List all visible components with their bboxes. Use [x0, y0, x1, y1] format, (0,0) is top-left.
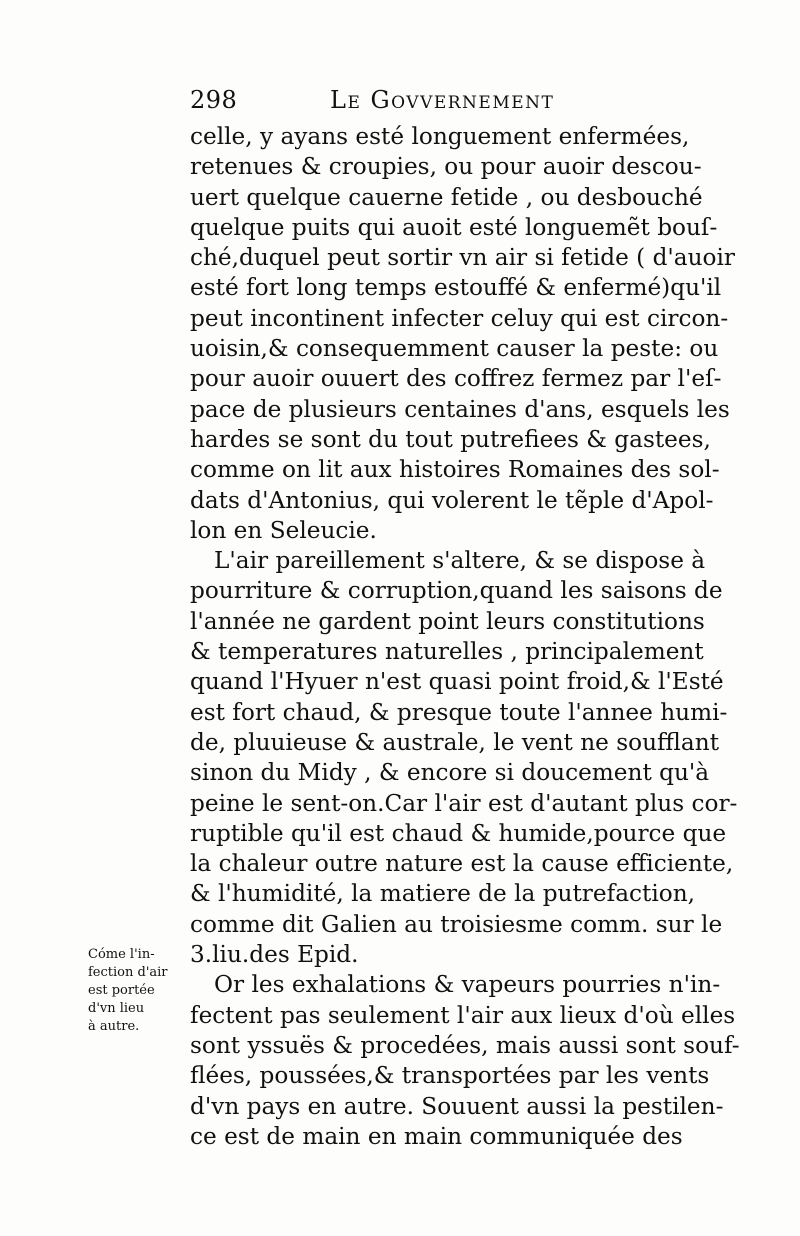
text-line: quand l'Hyuer n'est quasi point froid,& l'Esté [190, 668, 724, 696]
text-line: est fort chaud, & presque toute l'annee humi- [190, 698, 728, 726]
margin-note-line: Cóme l'in- [88, 947, 155, 962]
paragraph-3 [190, 970, 740, 1152]
text-line: de, pluuieuse & australe, le vent ne soufflant [190, 728, 720, 756]
text-line: uoisin,& consequemment causer la peste: ou [190, 335, 719, 363]
text-line: quelque puits qui auoit esté longuemẽt bouſ- [190, 213, 718, 241]
text-line: ruptible qu'il est chaud & humide,pource que [190, 819, 727, 847]
text-line: Or les exhalations & vapeurs pourries n'in- [214, 971, 721, 999]
text-line: 3.liu.des Epid. [190, 941, 359, 969]
text-line: comme on lit aux histoires Romaines des sol- [190, 456, 720, 484]
text-line: dats d'Antonius, qui volerent le tẽple d'Apol- [190, 486, 714, 514]
margin-note [88, 946, 188, 1036]
running-head: Le Govvernement [330, 86, 555, 114]
text-line: l'année ne gardent point leurs constitutions [190, 607, 705, 635]
text-line: & l'humidité, la matiere de la putrefaction, [190, 880, 696, 908]
text-line: peine le sent-on.Car l'air est d'autant plus cor- [190, 789, 738, 817]
text-line: comme dit Galien au troisiesme comm. sur le [190, 910, 723, 938]
text-line: pour auoir ouuert des coffrez fermez par l'eſ- [190, 365, 722, 393]
margin-note-line: est portée [88, 983, 155, 998]
text-line: d'vn pays en autre. Souuent aussi la pestilen- [190, 1092, 724, 1120]
text-line: hardes se sont du tout putrefiees & gastees, [190, 425, 711, 453]
paragraph-1 [190, 122, 736, 546]
text-line: retenues & croupies, ou pour auoir descou- [190, 153, 702, 181]
text-line: celle, y ayans esté longuement enfermées, [190, 123, 690, 150]
paragraph-2 [190, 546, 738, 970]
text-line: fectent pas seulement l'air aux lieux d'où elles [190, 1001, 736, 1029]
margin-note-line: à autre. [88, 1019, 140, 1034]
page-number: 298 [190, 86, 238, 114]
text-line: L'air pareillement s'altere, & se dispose à [214, 547, 706, 575]
text-line: esté fort long temps estouffé & enfermé)qu'il [190, 274, 722, 302]
main-text [190, 122, 740, 1152]
text-line: ce est de main en main communiquée des [190, 1122, 683, 1150]
text-line: sinon du Midy , & encore si doucement qu'à [190, 759, 710, 787]
text-line: pace de plusieurs centaines d'ans, esquels les [190, 395, 730, 423]
text-line: uert quelque cauerne fetide , ou desbouché [190, 183, 703, 211]
margin-note-line: d'vn lieu [88, 1001, 145, 1016]
text-line: & temperatures naturelles , principalement [190, 638, 704, 666]
text-line: flées, poussées,& transportées par les vents [190, 1062, 710, 1090]
text-line: sont yssuës & procedées, mais aussi sont souf- [190, 1031, 740, 1059]
margin-note-line: fection d'air [88, 965, 168, 980]
text-line: la chaleur outre nature est la cause efficiente, [190, 850, 734, 878]
text-line: lon en Seleucie. [190, 516, 377, 544]
page-header [190, 86, 670, 120]
text-line: pourriture & corruption,quand les saisons de [190, 577, 723, 605]
text-line: ché,duquel peut sortir vn air si fetide ( d'auoir [190, 244, 736, 272]
text-line: peut incontinent infecter celuy qui est circon- [190, 304, 729, 332]
